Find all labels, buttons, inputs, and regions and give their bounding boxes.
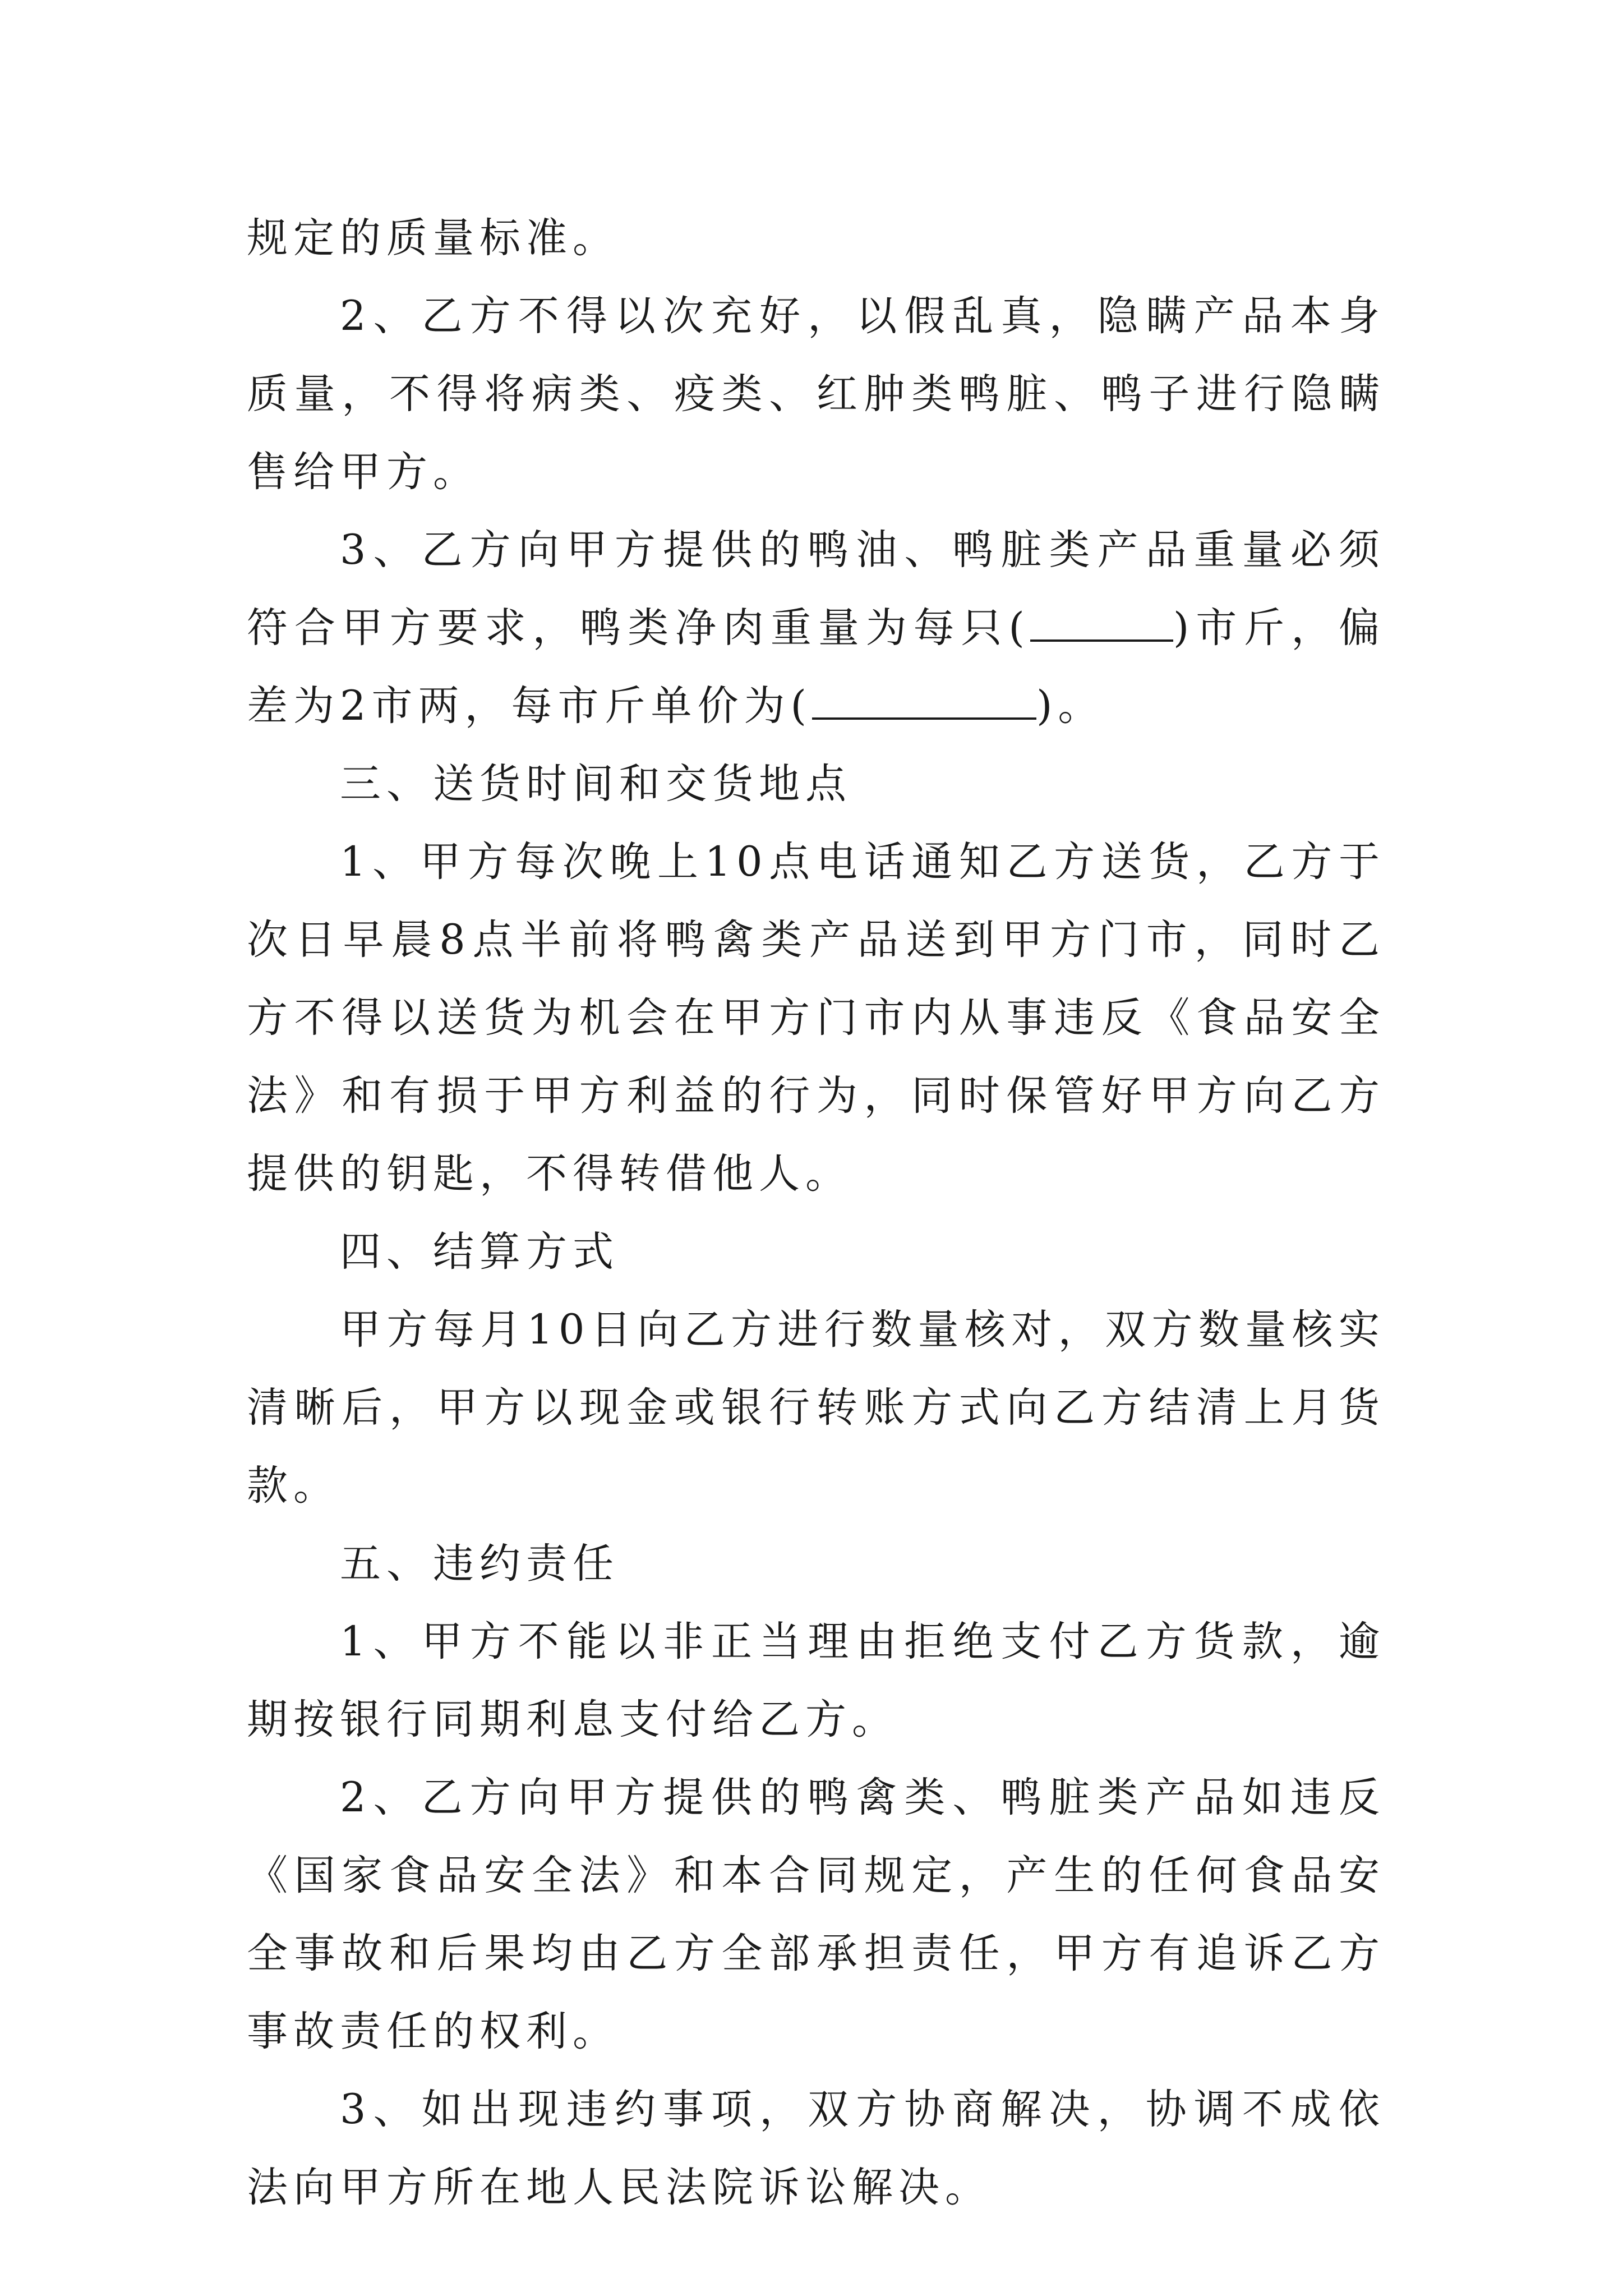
- clause-continuation: 规定的质量标准。: [247, 214, 619, 262]
- clause-liability-2: 2、乙方向甲方提供的鸭禽类、鸭脏类产品如违反《国家食品安全法》和本合同规定，产生的任何食品安全事故和后果均由乙方全部承担责任，甲方有追诉乙方事故责任的权利。: [247, 1774, 1385, 2055]
- section-heading-delivery: 三、送货时间和交货地点: [340, 760, 852, 808]
- section-heading-settlement: 四、结算方式: [340, 1228, 619, 1276]
- clause-liability-1: 1、甲方不能以非正当理由拒绝支付乙方货款，逾期按银行同期利息支付给乙方。: [247, 1618, 1385, 1743]
- clause-3-weight-requirement: [247, 511, 1385, 745]
- clause-liability-3: 3、如出现违约事项，双方协商解决，协调不成依法向甲方所在地人民法院诉讼解决。: [247, 2086, 1385, 2211]
- unit-price-blank-field: [812, 680, 1036, 720]
- clause-settlement: 甲方每月10日向乙方进行数量核对，双方数量核实清晰后，甲方以现金或银行转账方式向乙方结清上月货款。: [247, 1306, 1385, 1510]
- clause-3-text-c: )。: [1036, 682, 1105, 730]
- clause-2-no-substitution: 2、乙方不得以次充好，以假乱真，隐瞒产品本身质量，不得将病类、疫类、红肿类鸭脏、鸭子进行隐瞒售给甲方。: [247, 292, 1385, 496]
- weight-blank-field: [1030, 602, 1173, 642]
- clause-3-text-b: )市斤，偏差为2市两，每市斤单价为(: [247, 604, 1385, 730]
- section-heading-liability: 五、违约责任: [340, 1540, 619, 1588]
- clause-3-text-a: 3、乙方向甲方提供的鸭油、鸭脏类产品重量必须符合甲方要求，鸭类净肉重量为每只(: [247, 526, 1385, 652]
- contract-body: [247, 199, 1385, 2226]
- clause-delivery-time: 1、甲方每次晚上10点电话通知乙方送货，乙方于次日早晨8点半前将鸭禽类产品送到甲方门市，同时乙方不得以送货为机会在甲方门市内从事违反《食品安全法》和有损于甲方利益的行为，同时保管好甲方向乙方提供的钥匙，不得转借他人。: [247, 838, 1385, 1198]
